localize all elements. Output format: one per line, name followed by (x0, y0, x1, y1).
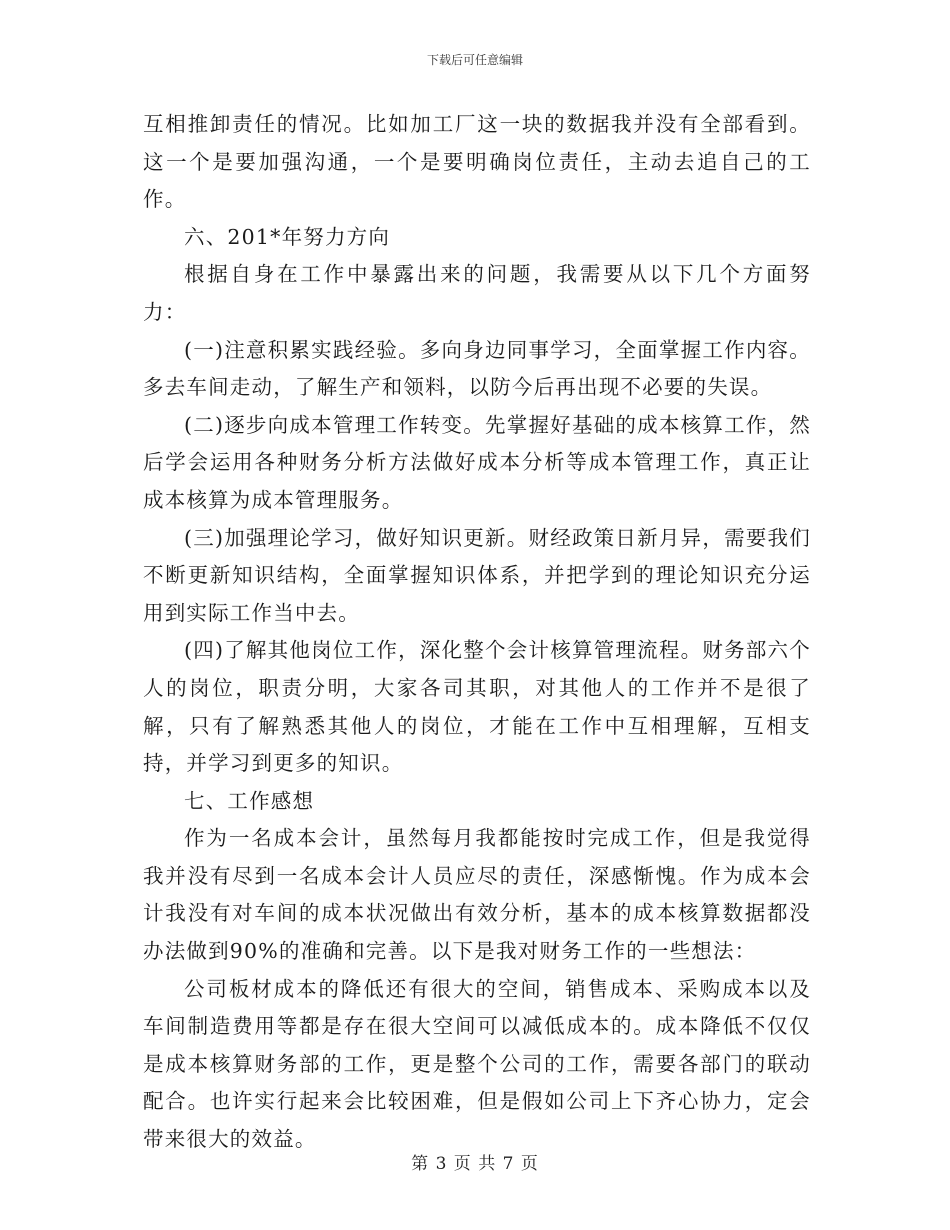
page-number: 第 3 页 共 7 页 (411, 1154, 539, 1174)
list-item-4: (四)了解其他岗位工作，深化整个会计核算管理流程。财务部六个人的岗位，职责分明，大家各司其职，对其他人的工作并不是很了解，只有了解熟悉其他人的岗位，才能在工作中互相理解，互相支持，并学习到更多的知识。 (143, 638, 811, 776)
section-heading-6: 六、201*年努力方向 (184, 224, 391, 249)
document-body (143, 106, 811, 1159)
list-item-2: (二)逐步向成本管理工作转变。先掌握好基础的成本核算工作，然后学会运用各种财务分析方法做好成本分析等成本管理工作，真正让成本核算为成本管理服务。 (143, 412, 811, 512)
list-item-1: (一)注意积累实践经验。多向身边同事学习，全面掌握工作内容。多去车间走动，了解生产和领料，以防今后再出现不必要的失误。 (143, 337, 811, 400)
list-item-3: (三)加强理论学习，做好知识更新。财经政策日新月异，需要我们不断更新知识结构，全面掌握知识体系，并把学到的理论知识充分运用到实际工作当中去。 (143, 525, 811, 625)
paragraph-intro: 根据自身在工作中暴露出来的问题，我需要从以下几个方面努力： (143, 262, 811, 324)
section-heading-7: 七、工作感想 (184, 788, 315, 813)
page-header-note: 下载后可任意编辑 (426, 53, 523, 67)
paragraph-reflection: 作为一名成本会计，虽然每月我都能按时完成工作，但是我觉得我并没有尽到一名成本会计人员应尽的责任，深感惭愧。作为成本会计我没有对车间的成本状况做出有效分析，基本的成本核算数据都没办法做到90%的准确和完善。以下是我对财务工作的一些想法： (143, 826, 811, 964)
paragraph-closing: 公司板材成本的降低还有很大的空间，销售成本、采购成本以及车间制造费用等都是存在很大空间可以减低成本的。成本降低不仅仅是成本核算财务部的工作，更是整个公司的工作，需要各部门的联动配合。也许实行起来会比较困难，但是假如公司上下齐心协力，定会带来很大的效益。 (143, 976, 811, 1152)
paragraph-1: 互相推卸责任的情况。比如加工厂这一块的数据我并没有全部看到。这一个是要加强沟通，一个是要明确岗位责任，主动去追自己的工作。 (143, 112, 811, 212)
